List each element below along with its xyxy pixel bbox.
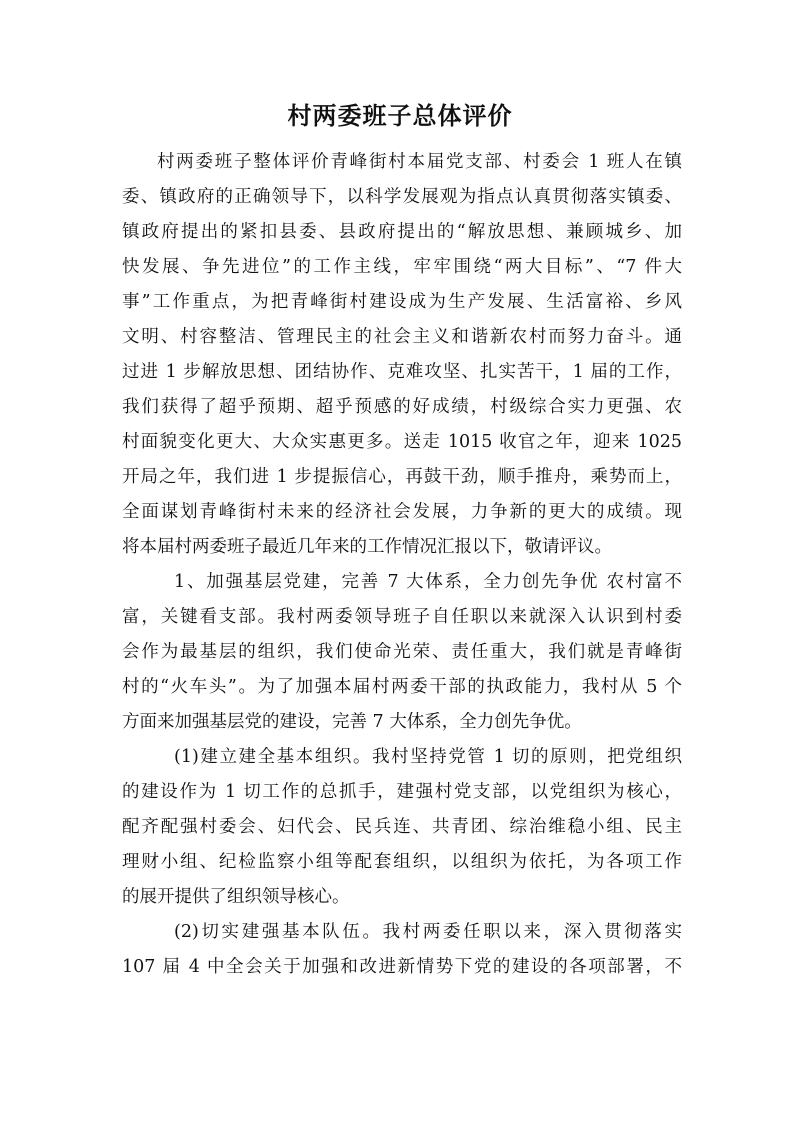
paragraph-line: 镇政府提出的紧扣县委、县政府提出的“解放思想、兼顾城乡、加 bbox=[122, 222, 682, 242]
paragraph-line: 委、镇政府的正确领导下，以科学发展观为指点认真贯彻落实镇委、 bbox=[122, 187, 682, 207]
paragraph-line: 理财小组、纪检监察小组等配套组织，以组织为依托，为各项工作 bbox=[122, 852, 682, 872]
paragraph-line: 村两委班子整体评价青峰街村本届党支部、村委会 1 班人在镇 bbox=[157, 152, 682, 172]
document-title: 村两委班子总体评价 bbox=[287, 101, 513, 130]
paragraph-line: 会作为最基层的组织，我们使命光荣、责任重大，我们就是青峰街 bbox=[122, 642, 682, 662]
paragraph-line: 快发展、争先进位”的工作主线，牢牢围绕“两大目标”、“7 件大 bbox=[122, 257, 682, 277]
paragraph-line: 富，关键看支部。我村两委领导班子自任职以来就深入认识到村委 bbox=[122, 607, 682, 627]
paragraph-line: 的展开提供了组织领导核心。 bbox=[122, 887, 350, 907]
paragraph-line: 全面谋划青峰街村未来的经济社会发展，力争新的更大的成绩。现 bbox=[122, 502, 682, 522]
subsection-line: (1)建立建全基本组织。我村坚持党管 1 切的原则，把党组织 bbox=[174, 747, 682, 767]
paragraph-line: 方面来加强基层党的建设，完善 7 大体系，全力创先争优。 bbox=[122, 712, 582, 732]
paragraph-line: 我们获得了超乎预期、超乎预感的好成绩，村级综合实力更强、农 bbox=[122, 397, 682, 417]
paragraph-line: 文明、村容整洁、管理民主的社会主义和谐新农村而努力奋斗。通 bbox=[122, 327, 682, 347]
paragraph-line: 过进 1 步解放思想、团结协作、克难攻坚、扎实苦干，1 届的工作， bbox=[122, 362, 682, 382]
paragraph-line: 村的“火车头”。为了加强本届村两委干部的执政能力，我村从 5 个 bbox=[122, 677, 682, 697]
paragraph-line: 将本届村两委班子最近几年来的工作情况汇报以下，敬请评议。 bbox=[122, 537, 612, 557]
paragraph-line: 村面貌变化更大、大众实惠更多。送走 1015 收官之年，迎来 1025 bbox=[122, 432, 682, 452]
paragraph-line: 的建设作为 1 切工作的总抓手，建强村党支部，以党组织为核心， bbox=[122, 782, 682, 802]
paragraph-line: 配齐配强村委会、妇代会、民兵连、共青团、综治维稳小组、民主 bbox=[122, 817, 682, 837]
subsection-line: (2)切实建强基本队伍。我村两委任职以来，深入贯彻落实 bbox=[174, 922, 682, 942]
paragraph-line: 事”工作重点，为把青峰街村建设成为生产发展、生活富裕、乡风 bbox=[122, 292, 682, 312]
paragraph-line: 107 届 4 中全会关于加强和改进新情势下党的建设的各项部署，不 bbox=[122, 957, 682, 977]
paragraph-line: 开局之年，我们进 1 步提振信心，再鼓干劲，顺手推舟，乘势而上， bbox=[122, 467, 682, 487]
section-heading-line: 1、加强基层党建，完善 7 大体系，全力创先争优 农村富不 bbox=[174, 572, 682, 592]
